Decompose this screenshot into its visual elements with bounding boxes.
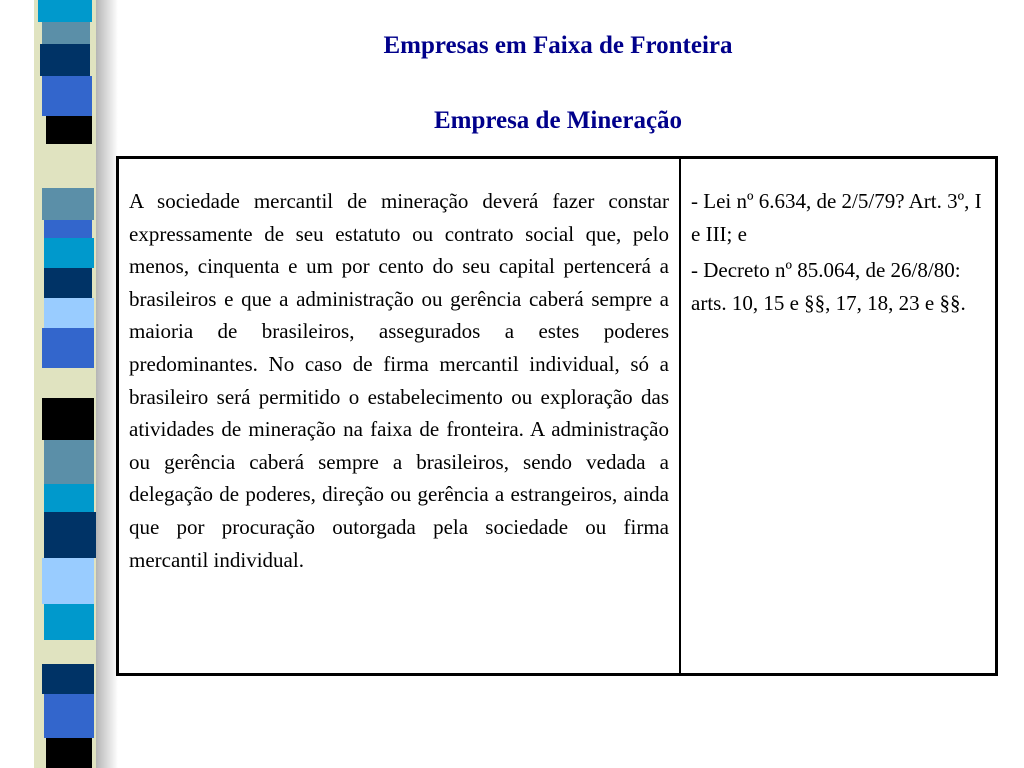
stripe-block [42, 76, 92, 116]
stripe-block [42, 328, 94, 368]
decorative-stripe [0, 0, 96, 768]
stripe-block [44, 440, 94, 484]
stripe-block [44, 640, 94, 664]
stripe-block [44, 268, 92, 298]
stripe-shadow [96, 0, 118, 768]
stripe-block [42, 188, 94, 220]
stripe-block [44, 144, 92, 188]
stripe-block [42, 398, 94, 440]
reference-item: - Lei nº 6.634, de 2/5/79? Art. 3º, I e III; e [691, 189, 982, 246]
stripe-block [44, 220, 92, 238]
slide-title: Empresas em Faixa de Fronteira [383, 32, 733, 59]
reference-item: - Decreto nº 85.064, de 26/8/80: arts. 10, 15 e §§, 17, 18, 23 e §§. [691, 258, 966, 315]
stripe-block [46, 116, 92, 144]
stripe-block [44, 298, 94, 328]
stripe-block [44, 512, 96, 558]
stripe-block [42, 22, 90, 44]
stripe-block [44, 238, 94, 268]
stripe-block [40, 368, 94, 398]
content-table [116, 156, 998, 676]
stripe-block [40, 44, 90, 76]
stripe-block [46, 738, 92, 768]
main-text-cell: A sociedade mercantil de mineração deverá fazer constar expressamente de seu estatuto ou contrato social que, pelo menos, cinquenta e um por cento do seu capital pertencerá a brasileiros e que a administração ou gerência caberá sempre a maioria de brasileiros, assegurados a estes poderes predominantes. No caso de firma mercantil individual, só a brasileiro será permitido o estabelecimento ou exploração das atividades de mineração na faixa de fronteira. A administração ou gerência caberá sempre a brasileiros, sendo vedada a delegação de poderes, direção ou gerência a estrangeiros, ainda que por procuração outorgada pela sociedade ou firma mercantil individual. [118, 158, 681, 675]
references-cell [680, 158, 997, 675]
stripe-block [42, 558, 94, 604]
stripe-block [38, 0, 92, 22]
stripe-block [42, 664, 94, 694]
slide-subtitle: Empresa de Mineração [433, 107, 683, 134]
stripe-block [44, 694, 94, 738]
table-row [118, 158, 997, 675]
stripe-block [44, 484, 94, 512]
stripe-block [44, 604, 94, 640]
